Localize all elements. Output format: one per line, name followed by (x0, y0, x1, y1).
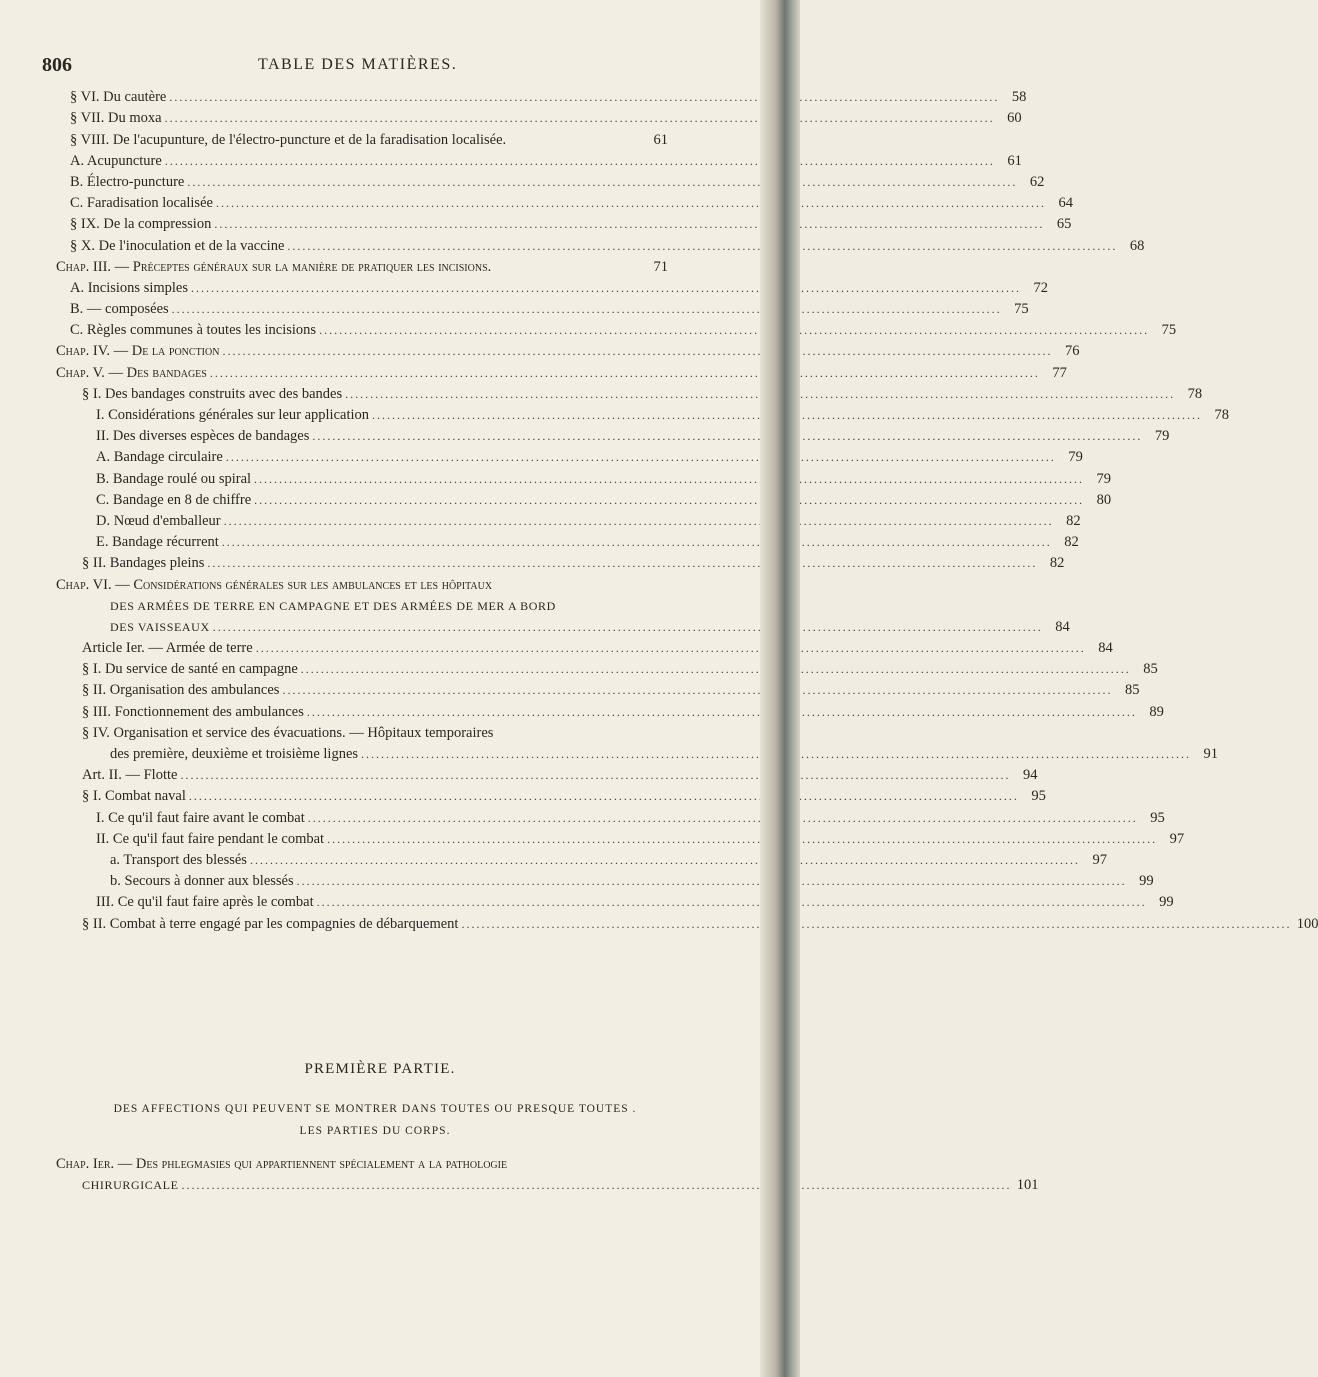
entry-page: 84 (1098, 640, 1113, 657)
entry-page: 71 (653, 258, 668, 275)
toc-entry (56, 339, 1080, 360)
toc-entry (56, 869, 1154, 890)
entry-page: 95 (1150, 809, 1165, 826)
entry-label: § VI. Du cautère (70, 89, 167, 106)
toc-entry (56, 890, 1174, 911)
entry-page: 82 (1064, 534, 1079, 551)
entry-page: 77 (1052, 364, 1067, 381)
leader-dots (254, 492, 1084, 509)
toc-entry (56, 149, 1022, 170)
leader-dots (301, 661, 1131, 678)
entry-label: I. Considérations générales sur leur application (96, 407, 370, 423)
entry-label: § II. Bandages pleins (82, 555, 205, 572)
entry-page: 94 (1022, 767, 1038, 784)
leader-dots (307, 704, 1137, 721)
toc-entry (56, 360, 1067, 381)
page-header (0, 54, 760, 80)
entry-label: § IV. Organisation et service des évacuations. — Hôpitaux temporaires (82, 724, 494, 741)
entry-label: § II. Organisation des ambulances (82, 682, 280, 699)
leader-dots (191, 280, 1021, 297)
entry-label: b. Secours à donner aux blessés (110, 873, 294, 890)
entry-page: 58 (1011, 89, 1027, 106)
toc-entry (56, 106, 1022, 127)
leader-dots (222, 534, 1052, 551)
toc-entry (56, 318, 1177, 339)
entry-label: DES VAISSEAUX (110, 619, 210, 634)
entry-label: a. Transport des blessés (110, 851, 247, 868)
entry-page: 76 (1064, 343, 1080, 360)
toc-entry (56, 212, 1072, 233)
toc-entry (56, 742, 1219, 763)
entry-label: § X. De l'inoculation et de la vaccine (70, 237, 285, 254)
entry-label: B. Électro-puncture (70, 173, 185, 190)
toc-entry (56, 85, 1027, 106)
toc-entry (56, 678, 1140, 699)
entry-page: 85 (1124, 682, 1140, 699)
entry-label: § III. Fonctionnement des ambulances (82, 703, 304, 720)
entry-label: § I. Combat naval (82, 788, 186, 805)
entry-label: Art. II. — Flotte (82, 767, 178, 784)
toc-entry (56, 191, 1073, 212)
leader-dots (256, 640, 1086, 657)
entry-label: A. Incisions simples (70, 279, 189, 296)
part-subtitle-line-2: LES PARTIES DU CORPS. (299, 1125, 451, 1137)
toc-entry (56, 721, 668, 742)
entry-label: § IX. De la compression (70, 216, 212, 233)
toc-entry-line (56, 1173, 1039, 1194)
entry-label: § VII. Du moxa (70, 110, 162, 127)
toc-entry (56, 911, 1318, 932)
entry-label: § II. Combat à terre engagé par les compagnies de débarquement (82, 915, 459, 932)
entry-label: Chap. V. — Des bandages (56, 364, 207, 381)
leader-dots (180, 767, 1010, 784)
entry-page: 65 (1056, 216, 1072, 233)
leader-dots (165, 153, 995, 170)
toc-entry (56, 848, 1107, 869)
toc-entry (56, 657, 1158, 678)
entry-label: § I. Des bandages construits avec des bandes (82, 385, 343, 402)
entry-label: Chap. IV. — De la ponction (56, 343, 220, 360)
toc-entry (56, 424, 1170, 445)
running-title: TABLE DES MATIÈRES. (258, 56, 458, 73)
leader-dots (297, 873, 1127, 890)
entry-page: 78 (1214, 407, 1230, 423)
leader-dots (210, 365, 1040, 382)
entry-label: A. Bandage circulaire (96, 449, 223, 466)
toc-entry (56, 763, 1038, 784)
toc-entry (56, 127, 668, 148)
entry-label: CHIRURGICALE (82, 1178, 179, 1193)
entry-page: 79 (1068, 449, 1083, 466)
leader-dots (222, 343, 1052, 360)
toc-entry (56, 297, 1029, 318)
entry-page: 79 (1096, 470, 1112, 487)
entry-page: 99 (1159, 894, 1174, 911)
entry-page: 75 (1161, 322, 1177, 339)
entry-page: 62 (1029, 173, 1045, 190)
leader-dots (169, 89, 999, 106)
toc-entry (56, 466, 1112, 487)
entry-page: 89 (1149, 703, 1164, 720)
entry-label: E. Bandage récurrent (96, 534, 219, 551)
toc-entry-line (56, 1152, 668, 1173)
entry-page: 85 (1143, 661, 1158, 678)
entry-label: Chap. III. — Préceptes généraux sur la manière de pratiquer les incisions. (56, 258, 492, 275)
entry-label: Chap. VI. — Considérations générales sur les ambulances et les hôpitaux (56, 576, 493, 593)
entry-page: 82 (1049, 555, 1065, 572)
entry-page: 91 (1203, 746, 1219, 762)
entry-page: 61 (1007, 152, 1022, 169)
entry-label: II. Ce qu'il faut faire pendant le combat (96, 830, 325, 847)
leader-dots (216, 195, 1046, 212)
toc-entry (56, 403, 1230, 424)
entry-label: DES ARMÉES DE TERRE EN CAMPAGNE ET DES ARMÉES DE MER A BORD (110, 598, 556, 613)
leader-dots (308, 810, 1138, 827)
toc-entry (56, 805, 1165, 826)
entry-label: III. Ce qu'il faut faire après le combat (96, 894, 314, 911)
toc-entry (56, 488, 1112, 509)
toc-entry (56, 615, 1070, 636)
entry-label: Article Ier. — Armée de terre (82, 640, 253, 657)
leader-dots (282, 682, 1112, 699)
entry-page: 72 (1033, 279, 1049, 296)
toc-entry (56, 233, 1145, 254)
leader-dots (207, 555, 1037, 572)
toc-entry (56, 699, 1164, 720)
leader-dots (165, 110, 995, 127)
entry-page: 84 (1055, 618, 1070, 635)
toc-entry (56, 445, 1083, 466)
leader-dots (312, 428, 1142, 445)
leader-dots (224, 513, 1054, 530)
entry-page: 79 (1154, 428, 1170, 445)
part-subtitle-line-1: DES AFFECTIONS QUI PEUVENT SE MONTRER DANS TOUTES OU PRESQUE TOUTES . (113, 1103, 637, 1115)
leader-dots (172, 301, 1002, 318)
toc-entry (56, 784, 1046, 805)
toc-entry (56, 276, 1049, 297)
leader-dots (327, 831, 1157, 848)
toc-entry (56, 636, 1113, 657)
leader-dots (187, 174, 1017, 191)
entry-label: II. Des diverses espèces de bandages (96, 428, 310, 445)
toc-entry (56, 255, 668, 276)
entry-page: 80 (1096, 491, 1112, 508)
entry-label: C. Règles communes à toutes les incisions (70, 322, 317, 339)
entry-page: 82 (1066, 512, 1081, 529)
entry-page: 97 (1092, 851, 1107, 868)
entry-label: § I. Du service de santé en campagne (82, 661, 298, 678)
entry-label: I. Ce qu'il faut faire avant le combat (96, 809, 305, 826)
leader-dots (182, 1177, 1012, 1194)
entry-label: A. Acupuncture (70, 152, 162, 169)
entry-label: B. Bandage roulé ou spiral (96, 470, 252, 487)
entry-page: 100 (1296, 915, 1318, 932)
entry-page: 95 (1031, 788, 1046, 805)
entry-label: D. Nœud d'emballeur (96, 512, 221, 529)
entry-page: 75 (1014, 301, 1029, 318)
entry-label: B. — composées (70, 301, 169, 318)
leader-dots (214, 216, 1044, 233)
leader-dots (189, 788, 1019, 805)
leader-dots (254, 471, 1084, 488)
part-title: PREMIÈRE PARTIE. (304, 1061, 456, 1077)
toc-entry (56, 382, 1203, 403)
toc-entry (56, 594, 668, 615)
entry-page: 64 (1058, 195, 1073, 212)
entry-page: 78 (1187, 385, 1203, 402)
toc-entry (56, 572, 668, 593)
toc-entry (56, 170, 1045, 191)
entry-label: § VIII. De l'acupunture, de l'électro-puncture et de la faradisation localisée. (70, 131, 507, 148)
table-of-contents (56, 85, 1318, 933)
page-edge-shadow (760, 0, 800, 1377)
leader-dots (250, 852, 1080, 869)
leader-dots (213, 619, 1043, 636)
entry-page: 60 (1007, 110, 1022, 127)
toc-entry (56, 509, 1081, 530)
entry-page: 68 (1129, 237, 1145, 254)
leader-dots (317, 894, 1147, 911)
leader-dots (319, 322, 1149, 339)
leader-dots (226, 449, 1056, 466)
leader-dots (287, 238, 1117, 255)
toc-entry (56, 551, 1065, 572)
entry-page: 101 (1016, 1177, 1039, 1194)
entry-label: C. Bandage en 8 de chiffre (96, 491, 252, 508)
toc-entry (56, 827, 1185, 848)
entry-label: des première, deuxième et troisième lignes (110, 746, 359, 762)
entry-page: 99 (1139, 873, 1154, 890)
entry-label: Chap. Ier. — Des phlegmasies qui appartiennent spécialement a la pathologie (56, 1156, 508, 1173)
entry-page: 97 (1169, 830, 1185, 847)
toc-entry (56, 530, 1079, 551)
entry-label: C. Faradisation localisée (70, 195, 213, 212)
leader-dots (461, 916, 1291, 933)
final-toc-entry (56, 1152, 1039, 1194)
entry-page: 61 (653, 131, 668, 148)
page-number: 806 (42, 54, 72, 76)
